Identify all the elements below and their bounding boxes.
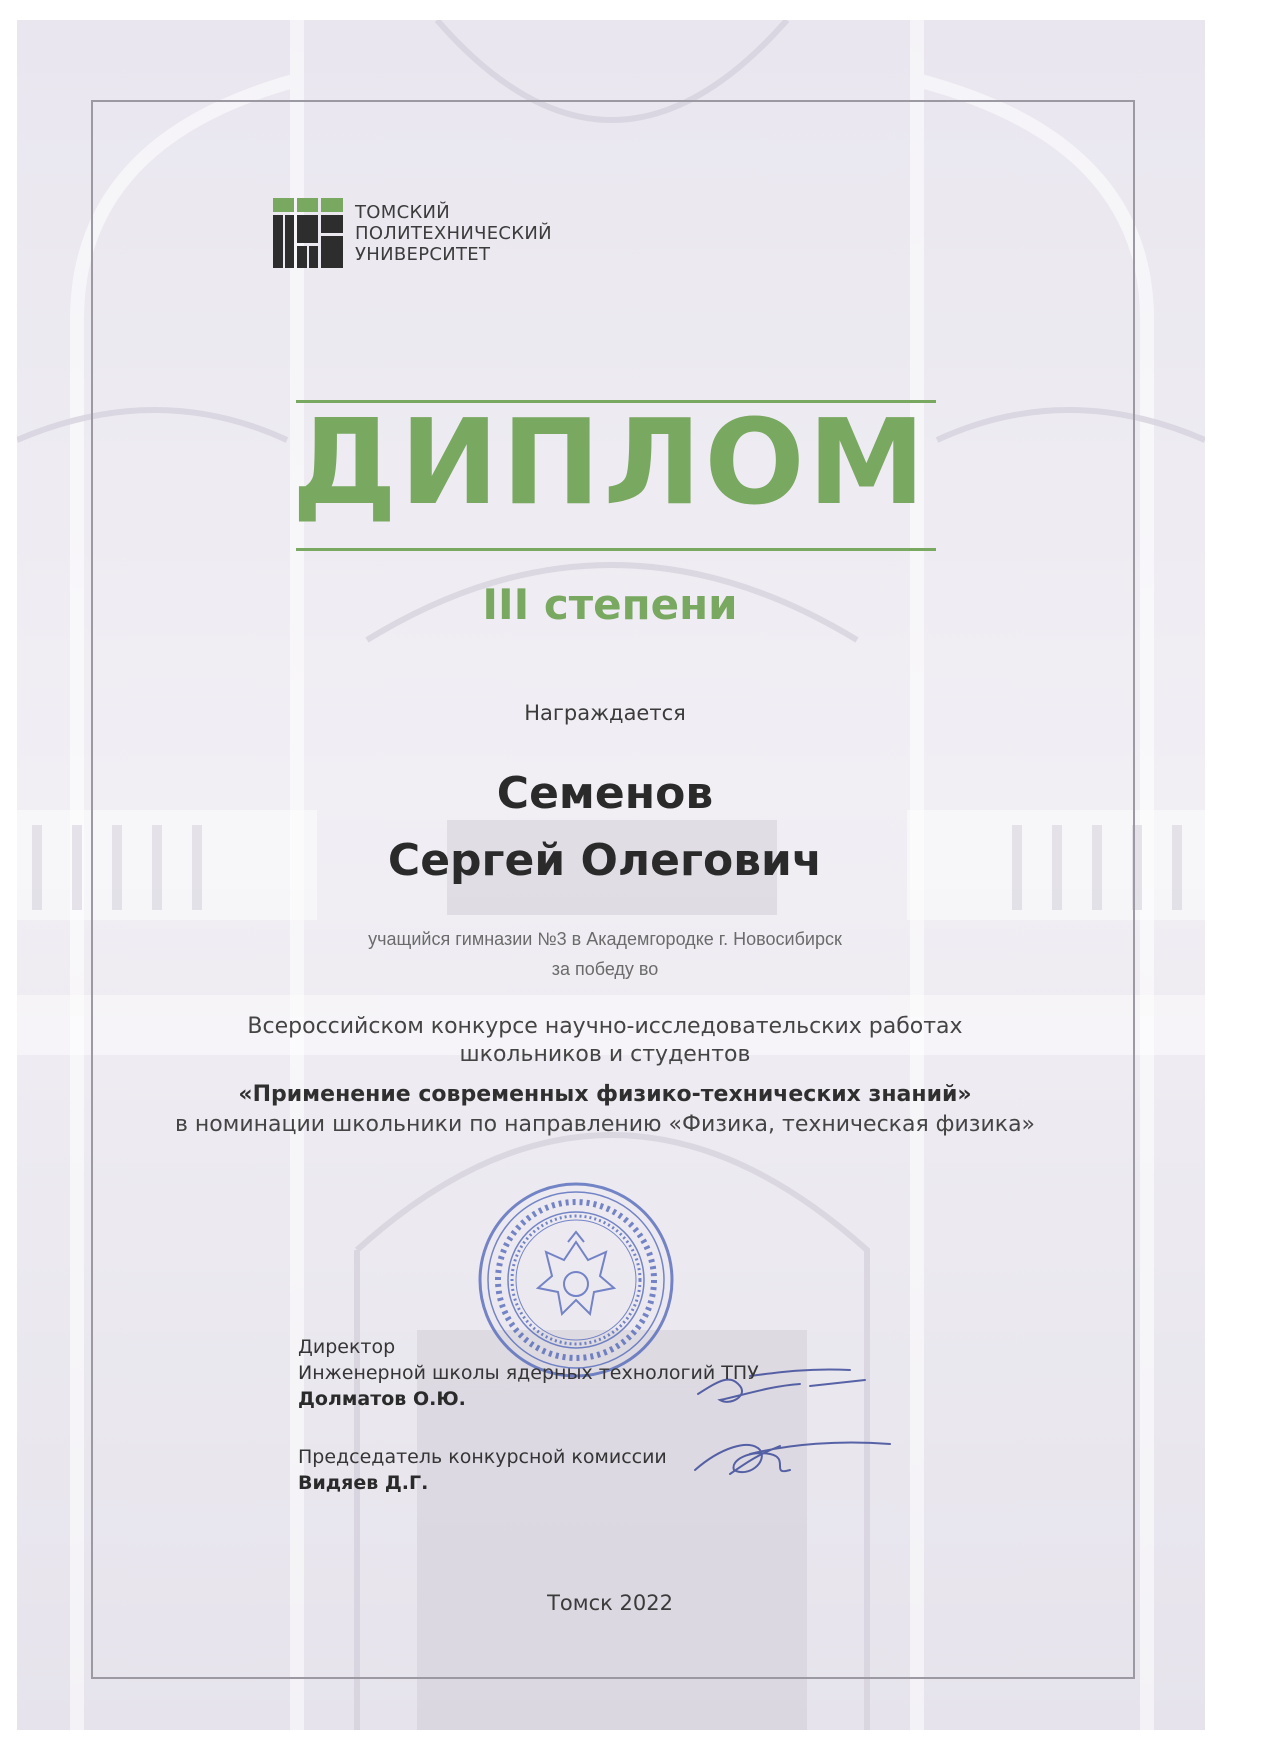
chair-title: Председатель конкурсной комиссии — [298, 1446, 667, 1468]
inner-frame — [91, 100, 1135, 1679]
recipient-surname: Семенов — [496, 768, 714, 819]
tpu-logo — [273, 198, 633, 278]
logo-wordmark — [355, 202, 552, 265]
for-win-label: за победу во — [551, 959, 659, 979]
recipient-given-names: Сергей Олегович — [387, 835, 823, 886]
contest-line-2: школьников и студентов — [459, 1042, 751, 1067]
recipient-school: учащийся гимназии №3 в Академгородке г. Новосибирск — [368, 929, 842, 949]
official-seal — [476, 1180, 676, 1380]
diploma-degree: III степени — [482, 580, 738, 629]
contest-name: «Применение современных физико-технических знаний» — [238, 1082, 972, 1107]
contest-line-1: Всероссийском конкурсе научно-исследовательских работах — [247, 1014, 963, 1039]
director-title: Директор — [298, 1336, 396, 1358]
title-rule-bottom — [296, 548, 936, 551]
director-org: Инженерной школы ядерных технологий ТПУ — [298, 1362, 759, 1384]
chair-name: Видяев Д.Г. — [298, 1472, 429, 1494]
tpu-logo-icon — [273, 198, 343, 268]
logo-line-1: ТОМСКИЙ — [355, 202, 451, 223]
awarded-label: Награждается — [524, 701, 686, 725]
diploma-title: ДИПЛОМ — [291, 393, 929, 531]
city-year: Томск 2022 — [547, 1591, 673, 1615]
logo-line-2: ПОЛИТЕХНИЧЕСКИЙ — [355, 223, 552, 244]
logo-line-3: УНИВЕРСИТЕТ — [355, 244, 491, 265]
director-name: Долматов О.Ю. — [298, 1388, 466, 1410]
nomination: в номинации школьники по направлению «Физика, техническая физика» — [174, 1112, 1036, 1137]
